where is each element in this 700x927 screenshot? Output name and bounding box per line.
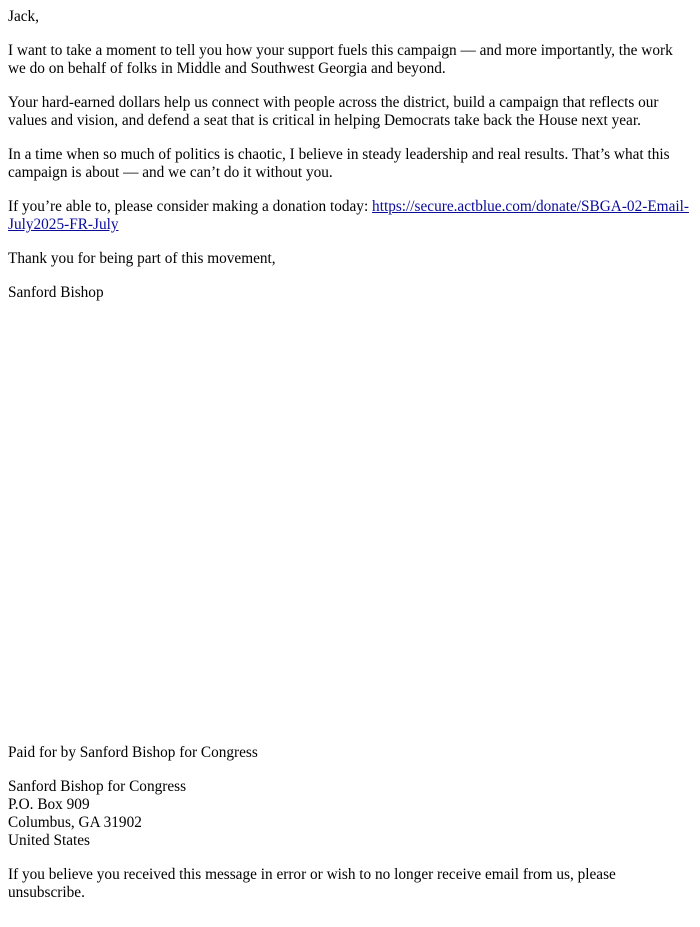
email-body bbox=[8, 8, 692, 318]
closing: Thank you for being part of this movement, bbox=[8, 250, 276, 267]
greeting: Jack, bbox=[8, 8, 40, 25]
donation-link[interactable]: https://secure.actblue.com/donate/SBGA-02-Email-July2025-FR-July bbox=[8, 198, 689, 233]
paid-for-disclaimer: Paid for by Sanford Bishop for Congress bbox=[8, 744, 258, 761]
address-city: Columbus, GA 31902 bbox=[8, 814, 142, 831]
address-name: Sanford Bishop for Congress bbox=[8, 778, 187, 795]
paragraph-dollars: Your hard-earned dollars help us connect with people across the district, build a campaign that reflects our values and vision, and defend a seat that is critical in helping Democrats take back the House next year. bbox=[8, 94, 659, 129]
paragraph-leadership: In a time when so much of politics is chaotic, I believe in steady leadership and real results. That’s what this campaign is about — and we can’t do it without you. bbox=[8, 146, 670, 181]
donation-text: If you’re able to, please consider making a donation today: bbox=[8, 198, 373, 215]
unsubscribe-notice: If you believe you received this message in error or wish to no longer receive email from us, please unsubscribe. bbox=[8, 866, 616, 901]
email-footer bbox=[8, 744, 692, 918]
donation-paragraph bbox=[8, 198, 692, 234]
mailing-address bbox=[8, 778, 692, 850]
address-street: P.O. Box 909 bbox=[8, 796, 90, 813]
signature: Sanford Bishop bbox=[8, 284, 104, 301]
address-country: United States bbox=[8, 832, 90, 849]
paragraph-support: I want to take a moment to tell you how your support fuels this campaign — and more importantly, the work we do on behalf of folks in Middle and Southwest Georgia and beyond. bbox=[8, 42, 673, 77]
